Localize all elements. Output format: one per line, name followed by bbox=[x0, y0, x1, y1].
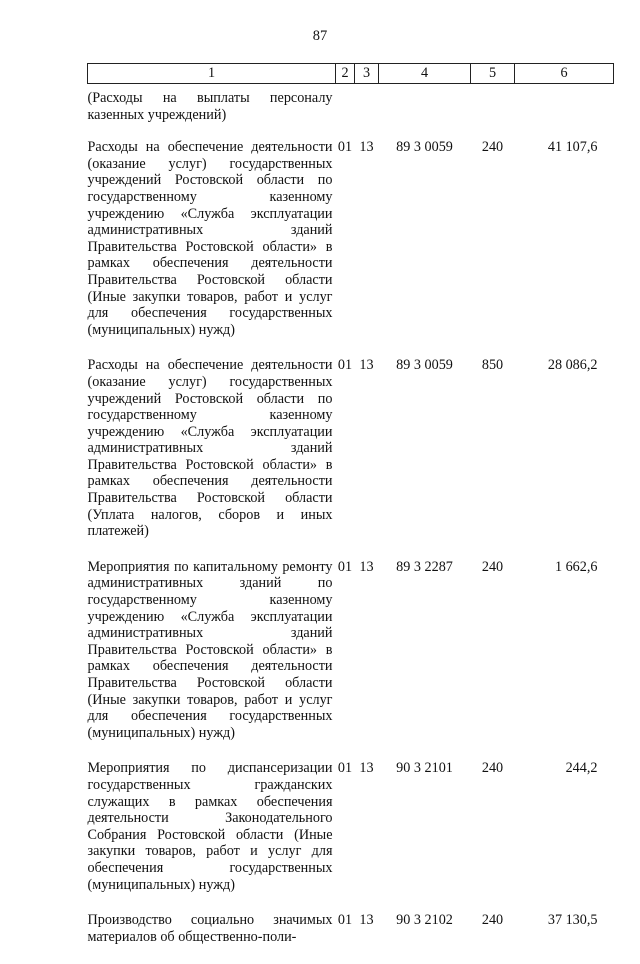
column-header-2: 2 bbox=[336, 64, 355, 84]
row-expense-type-code: 240 bbox=[481, 139, 504, 156]
row-subsection-code: 13 bbox=[359, 760, 374, 777]
row-subsection-code: 13 bbox=[359, 357, 374, 374]
row-subsection-code: 13 bbox=[359, 558, 374, 575]
row-amount: 1 662,6 bbox=[554, 558, 598, 575]
row-target-article-code bbox=[379, 84, 471, 140]
row-amount: 244,2 bbox=[565, 760, 598, 777]
table-row bbox=[88, 84, 614, 140]
row-section-code bbox=[336, 84, 355, 140]
row-section-code: 01 bbox=[337, 558, 353, 575]
column-header-5: 5 bbox=[471, 64, 515, 84]
budget-table bbox=[87, 63, 614, 964]
column-header-4: 4 bbox=[379, 64, 471, 84]
table-row bbox=[88, 139, 614, 357]
row-expense-type-code bbox=[471, 84, 515, 140]
row-amount bbox=[515, 84, 614, 140]
row-description: Мероприятия по капитальному ремонту административных зданий по государственному казенному учреждению «Служба эксплуатации административных зданий Правительства Ростовской области» в рамках обеспечения деятельности Правительства Ростовской области (Иные закупки товаров, работ и услуг для обеспечения государственных (муниципальных) нужд) bbox=[87, 558, 333, 741]
row-section-code: 01 bbox=[337, 139, 353, 156]
row-expense-type-code: 850 bbox=[481, 357, 504, 374]
row-subsection-code: 13 bbox=[359, 912, 374, 929]
row-target-article-code: 90 3 2102 bbox=[396, 912, 453, 929]
column-header-3: 3 bbox=[355, 64, 379, 84]
row-section-code: 01 bbox=[337, 760, 353, 777]
column-header-6: 6 bbox=[515, 64, 614, 84]
row-target-article-code: 89 3 0059 bbox=[396, 139, 453, 156]
table-row bbox=[88, 912, 614, 964]
column-header-1: 1 bbox=[88, 64, 336, 84]
row-expense-type-code: 240 bbox=[481, 912, 504, 929]
table-row bbox=[88, 559, 614, 761]
row-section-code: 01 bbox=[337, 912, 353, 929]
row-description: Расходы на обеспечение деятельности (оказание услуг) государственных учреждений Ростовской области по государственному казенному учреждению «Служба эксплуатации административных зданий Правительства Ростовской области» в рамках обеспечения деятельности Правительства Ростовской области (Уплата налогов, сборов и иных платежей) bbox=[87, 357, 333, 540]
table-row bbox=[88, 760, 614, 912]
row-expense-type-code: 240 bbox=[481, 558, 504, 575]
row-target-article-code: 89 3 2287 bbox=[396, 558, 453, 575]
row-amount: 28 086,2 bbox=[547, 357, 598, 374]
table-row bbox=[88, 357, 614, 559]
row-target-article-code: 89 3 0059 bbox=[396, 357, 453, 374]
column-number-header bbox=[88, 64, 614, 84]
row-amount: 41 107,6 bbox=[547, 139, 598, 156]
row-description: Мероприятия по диспансеризации государственных гражданских служащих в рамках обеспечения деятельности Законодательного Собрания Ростовской области (Иные закупки товаров, работ и услуг для обеспечения государственных (муниципальных) нужд) bbox=[87, 760, 333, 893]
row-description: Расходы на обеспечение деятельности (оказание услуг) государственных учреждений Ростовской области по государственному казенному учреждению «Служба эксплуатации административных зданий Правительства Ростовской области» в рамках обеспечения деятельности Правительства Ростовской области (Иные закупки товаров, работ и услуг для обеспечения государственных (муниципальных) нужд) bbox=[87, 139, 333, 338]
row-section-code: 01 bbox=[337, 357, 353, 374]
row-subsection-code: 13 bbox=[359, 139, 374, 156]
row-subsection-code bbox=[355, 84, 379, 140]
row-amount: 37 130,5 bbox=[547, 912, 598, 929]
page-number: 87 bbox=[312, 28, 328, 44]
row-target-article-code: 90 3 2101 bbox=[396, 760, 453, 777]
row-description: Производство социально значимых материалов об общественно-поли- bbox=[87, 912, 333, 945]
row-description: (Расходы на выплаты персоналу казенных учреждений) bbox=[87, 90, 333, 123]
row-expense-type-code: 240 bbox=[481, 760, 504, 777]
